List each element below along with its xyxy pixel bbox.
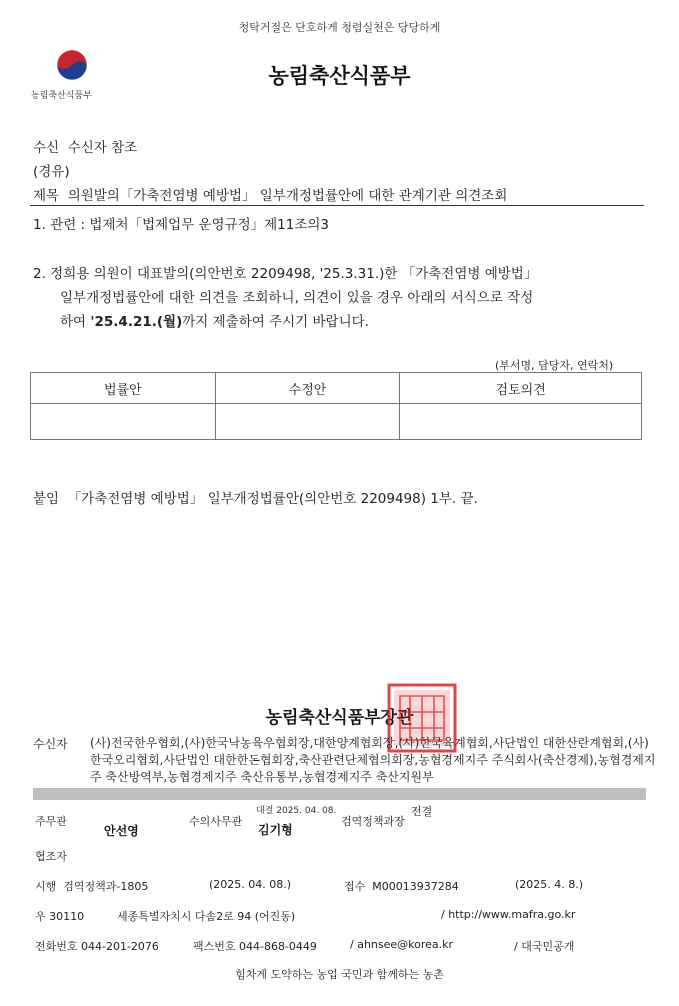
disclosure-status: / 대국민공개 — [514, 940, 575, 953]
enforce-date: (2025. 04. 08.) — [209, 878, 292, 891]
response-table — [30, 372, 642, 440]
cell-amendment[interactable] — [215, 404, 400, 440]
receipt-value: M00013937284 — [372, 880, 459, 893]
attachment-text: 「가축전염병 예방법」 일부개정법률안(의안번호 2209498) 1부. 끝. — [67, 491, 478, 507]
head-role: 검역정책과장 — [341, 815, 405, 828]
receipt-date: (2025. 4. 8.) — [515, 878, 584, 891]
reviewer-role: 수의사무관 — [189, 815, 243, 828]
cooperator-label: 협조자 — [35, 850, 67, 863]
minister-title: 농림축산식품부장관 — [265, 708, 414, 728]
email-link[interactable]: / ahnsee@korea.kr — [350, 938, 454, 951]
jeongyeol-mark: 전결 — [411, 805, 433, 818]
receipt-label: 접수 — [344, 880, 366, 893]
recipient-value: 수신자 참조 — [67, 140, 138, 156]
subject-label: 제목 — [33, 188, 60, 204]
header-review-opinion: 검토의견 — [400, 373, 642, 404]
receipt-line — [344, 878, 459, 894]
via-line: (경유) — [33, 164, 70, 180]
cell-review-opinion[interactable] — [400, 404, 642, 440]
fax-number: 팩스번호 044-868-0449 — [193, 940, 317, 953]
body-item-2-line-3: 하여 '25.4.21.(월)까지 제출하여 주시기 바랍니다. — [60, 314, 369, 330]
header-amendment: 수정안 — [215, 373, 400, 404]
table-header-row — [31, 373, 642, 404]
subject-line — [33, 184, 507, 204]
org-title: 농림축산식품부 — [268, 64, 411, 88]
decision-stamp: 대결 2025. 04. 08. — [256, 806, 337, 816]
body-item-2-line-1: 2. 정희용 의원이 대표발의(의안번호 2209498, '25.3.31.)한 「가축전염병 예방법」 — [33, 266, 538, 282]
recipients-label: 수신자 — [33, 737, 68, 751]
enforce-value: 검역정책과-1805 — [63, 880, 149, 893]
drafter-signature: 안선영 — [104, 824, 139, 838]
attachment-line — [33, 487, 478, 507]
body-item-1: 1. 관련 : 법제처「법제업무 운영규정」제11조의3 — [33, 217, 330, 233]
cell-bill[interactable] — [31, 404, 216, 440]
reviewer-signature: 김기형 — [258, 823, 293, 837]
phone-number: 전화번호 044-201-2076 — [35, 940, 159, 953]
drafter-role: 주무관 — [35, 815, 67, 828]
enforce-label: 시행 — [35, 880, 57, 893]
header-bill: 법률안 — [31, 373, 216, 404]
recipients-list: (사)전국한우협회,(사)한국낙농육우협회장,대한양계협회장,(사)한국육계협회,사단법인 대한산란계협회,(사)한국오리협회,사단법인 대한한돈협회장,축산관련단체협의회장,농협경제지주 주식회사(축산경제),농협경제지주 축산방역부,농협경제지주 축산유통부,농협경제지주 축산지원부 — [90, 736, 656, 784]
subject-value: 의원발의「가축전염병 예방법」 일부개정법률안에 대한 관계기관 의견조회 — [67, 188, 508, 204]
table-row — [31, 404, 642, 440]
body-item-2-line-2: 일부개정법률안에 대한 의견을 조회하니, 의견이 있을 경우 아래의 서식으로 작성 — [60, 290, 534, 306]
subject-divider — [30, 205, 644, 206]
gray-band — [33, 788, 646, 800]
deadline-date: '25.4.21.(월) — [90, 314, 183, 330]
top-slogan: 청탁거절은 단호하게 청렴실천은 당당하게 — [238, 21, 441, 34]
attachment-label: 붙임 — [33, 491, 60, 507]
postal-code: 우 30110 — [35, 910, 85, 923]
table-note: (부서명, 담당자, 연락처) — [495, 359, 614, 372]
logo-text: 농림축산식품부 — [31, 91, 92, 101]
enforce-line — [35, 878, 148, 894]
bottom-slogan: 힘차게 도약하는 농업 국민과 함께하는 농촌 — [235, 968, 444, 981]
address: 세종특별자치시 다솜2로 94 (어진동) — [117, 910, 296, 923]
recipient-label: 수신 — [33, 140, 60, 156]
recipient-line — [33, 136, 137, 156]
website-link[interactable]: / http://www.mafra.go.kr — [441, 908, 576, 921]
